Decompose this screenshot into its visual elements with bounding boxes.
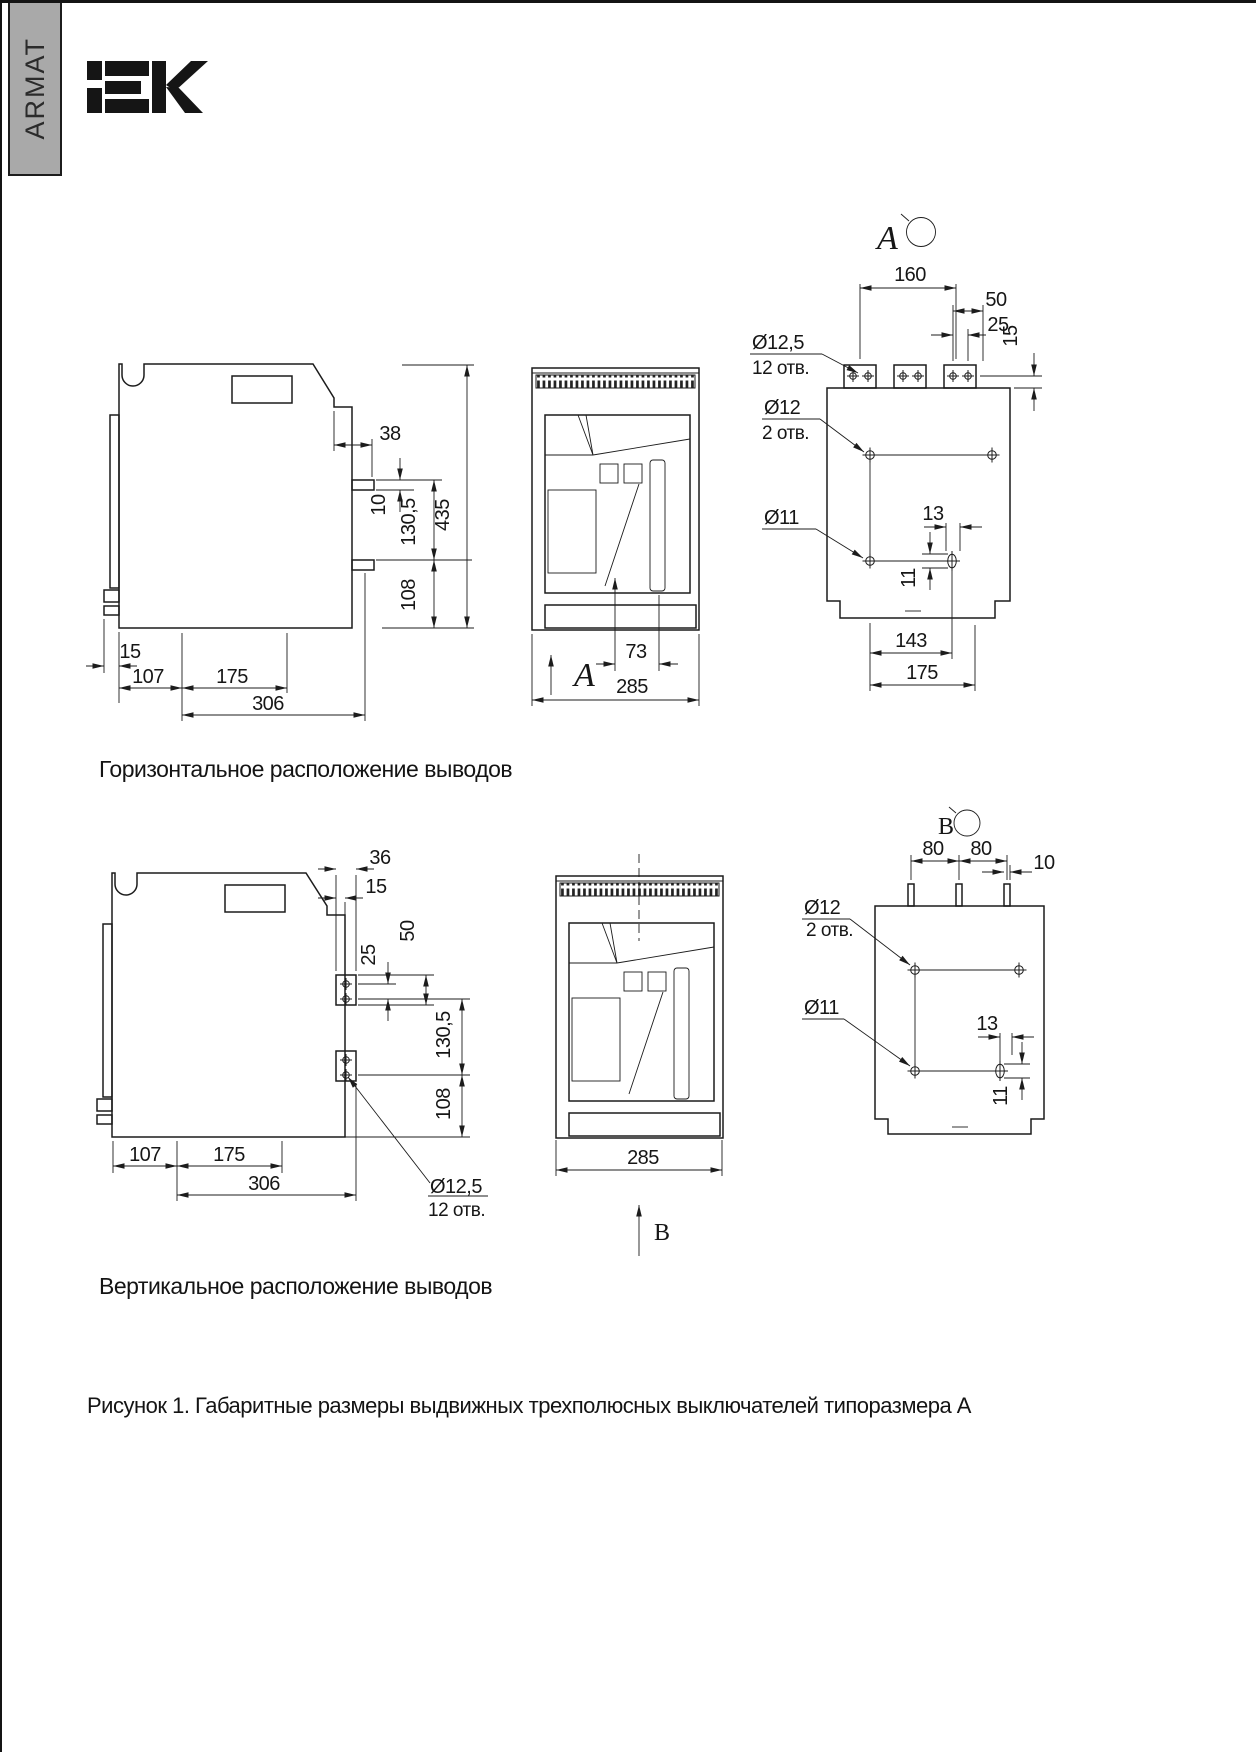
hole-callout-12-2: Ø12: [804, 897, 841, 919]
dim-80b: 80: [970, 838, 992, 860]
dim-285: 285: [616, 676, 648, 698]
dimension-drawing: [2, 3, 1256, 1752]
dim-306: 306: [252, 693, 284, 715]
view-letter-a: А: [574, 657, 595, 694]
dim-10-2: 10: [1033, 852, 1055, 874]
dim-11-2: 11: [990, 1086, 1012, 1106]
hole-callout-11-2: Ø11: [804, 997, 839, 1019]
hole-count-12: 2 отв.: [762, 423, 810, 444]
breaker-front-view: [532, 368, 699, 630]
view-mark-b: В: [938, 814, 955, 840]
dim-25: 25: [987, 314, 1009, 336]
dim-50: 50: [985, 289, 1007, 311]
hole-callout-12-5: Ø12,5: [752, 332, 804, 354]
dim-143: 143: [895, 630, 927, 652]
dim-13: 13: [922, 503, 944, 525]
row1-front-view: [532, 578, 699, 706]
hole-count-12-5-2: 12 отв.: [428, 1200, 486, 1221]
dim-38: 38: [379, 423, 401, 445]
view-mark-a: А: [877, 220, 898, 257]
dim-15-top: 15: [1000, 325, 1022, 347]
dim-50-2: 50: [397, 920, 419, 942]
dim-11: 11: [898, 568, 920, 588]
dim-306-2: 306: [248, 1173, 280, 1195]
dim-130-5: 130,5: [398, 498, 420, 546]
dim-73: 73: [625, 641, 647, 663]
dim-15-2: 15: [365, 876, 387, 898]
dim-108-2: 108: [433, 1088, 455, 1120]
dim-80a: 80: [922, 838, 944, 860]
dim-15: 15: [119, 641, 141, 663]
dim-435: 435: [432, 499, 454, 531]
dim-108: 108: [398, 579, 420, 611]
hole-callout-12: Ø12: [764, 397, 801, 419]
armat-label: ARMAT: [19, 37, 50, 140]
dim-175-2: 175: [213, 1144, 245, 1166]
hole-callout-12-5-2: Ø12,5: [430, 1176, 482, 1198]
dim-130-5-2: 130,5: [433, 1011, 455, 1059]
row1-top-view: [750, 214, 1042, 691]
dim-175-top: 175: [906, 662, 938, 684]
caption-horizontal: Горизонтальное расположение выводов: [99, 756, 513, 782]
dim-175: 175: [216, 666, 248, 688]
dim-10: 10: [368, 494, 390, 516]
caption-vertical: Вертикальное расположение выводов: [99, 1273, 493, 1299]
dim-160: 160: [894, 264, 926, 286]
figure-caption: Рисунок 1. Габаритные размеры выдвижных трехполюсных выключателей типоразмера А: [87, 1393, 971, 1418]
dim-36: 36: [369, 847, 391, 869]
row2-front-view: [556, 854, 723, 1256]
hole-count-12-5: 12 отв.: [752, 358, 810, 379]
hole-callout-11: Ø11: [764, 507, 799, 529]
hole-count-12-2: 2 отв.: [806, 920, 854, 941]
view-letter-b: В: [654, 1220, 671, 1246]
dim-107: 107: [132, 666, 164, 688]
dim-107-2: 107: [129, 1144, 161, 1166]
dim-25-2: 25: [358, 944, 380, 966]
row2-top-view: [802, 807, 1055, 1134]
dim-13-2: 13: [976, 1013, 998, 1035]
row2-side-view: [97, 847, 488, 1221]
dim-285-2: 285: [627, 1147, 659, 1169]
row1-side-view: [86, 364, 474, 721]
